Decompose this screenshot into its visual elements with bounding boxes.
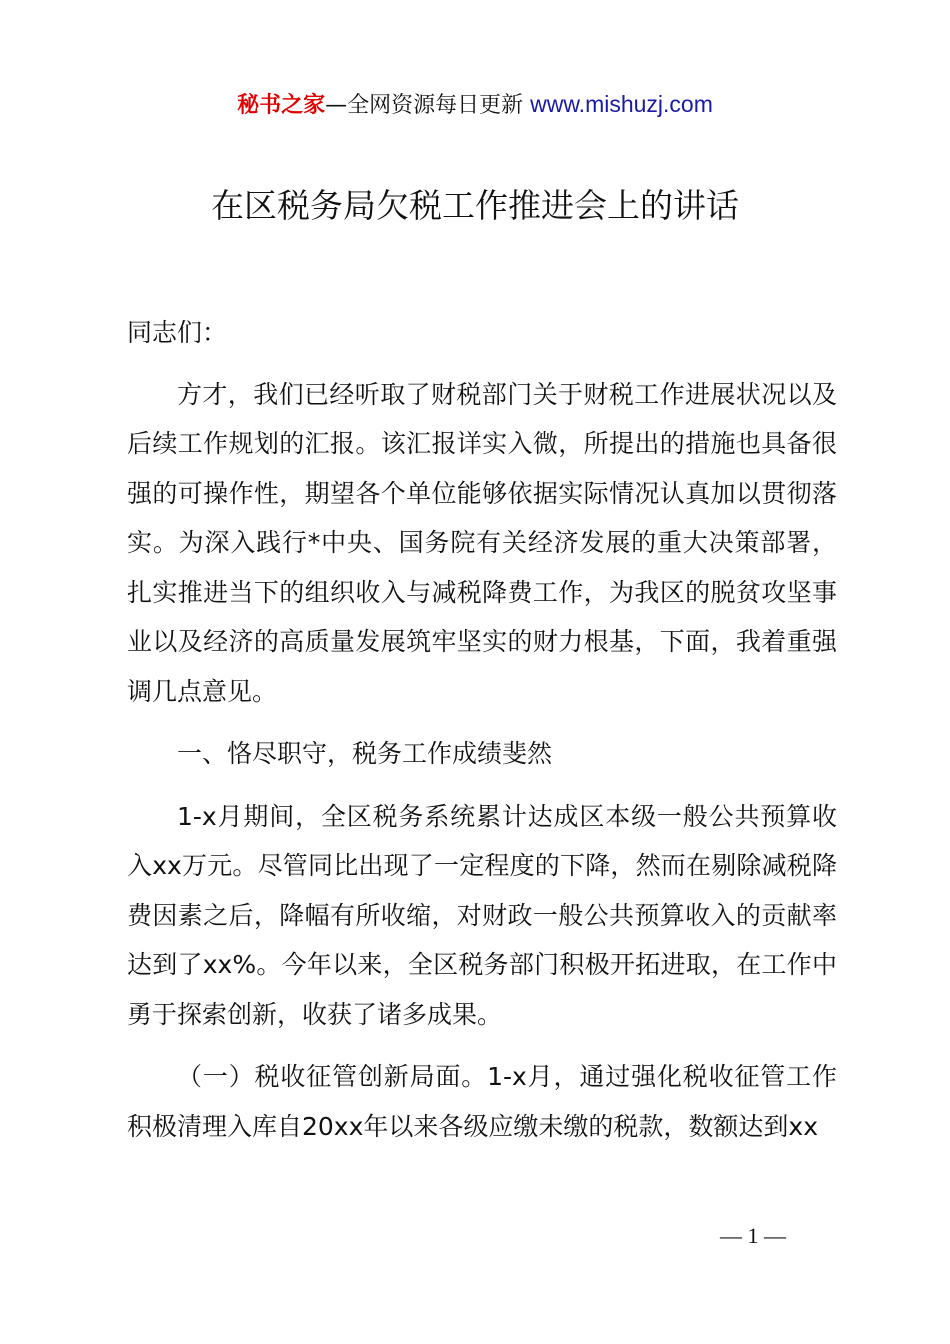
section-heading-1: 一、恪尽职守，税务工作成绩斐然 bbox=[177, 739, 553, 768]
document-title: 在区税务局欠税工作推进会上的讲话 bbox=[211, 186, 739, 225]
site-url-link[interactable]: www.mishuzj.com bbox=[530, 91, 713, 117]
document-body bbox=[127, 308, 837, 1151]
site-header bbox=[0, 88, 950, 122]
salutation: 同志们： bbox=[127, 318, 228, 347]
paragraph-tax-collection: （一）税收征管创新局面。1-x月，通过强化税收征管工作积极清理入库自20xx年以来各级应缴未缴的税款，数额达到xx bbox=[127, 1062, 837, 1141]
brand-name: 秘书之家 bbox=[237, 93, 326, 118]
paragraph-achievements: 1-x月期间，全区税务系统累计达成区本级一般公共预算收入xx万元。尽管同比出现了一定程度的下降，然而在剔除减税降费因素之后，降幅有所收缩，对财政一般公共预算收入的贡献率达到了xx%。今年以来，全区税务部门积极开拓进取，在工作中勇于探索创新，收获了诸多成果。 bbox=[127, 801, 837, 1029]
page-number: — 1 — bbox=[720, 1223, 786, 1248]
header-tagline: —全网资源每日更新 bbox=[325, 93, 531, 118]
paragraph-intro: 方才，我们已经听取了财税部门关于财税工作进展状况以及后续工作规划的汇报。该汇报详实入微，所提出的措施也具备很强的可操作性，期望各个单位能够依据实际情况认真加以贯彻落实。为深入践行*中央、国务院有关经济发展的重大决策部署，扎实推进当下的组织收入与减税降费工作，为我区的脱贫攻坚事业以及经济的高质量发展筑牢坚实的财力根基，下面，我着重强调几点意见。 bbox=[127, 379, 837, 706]
